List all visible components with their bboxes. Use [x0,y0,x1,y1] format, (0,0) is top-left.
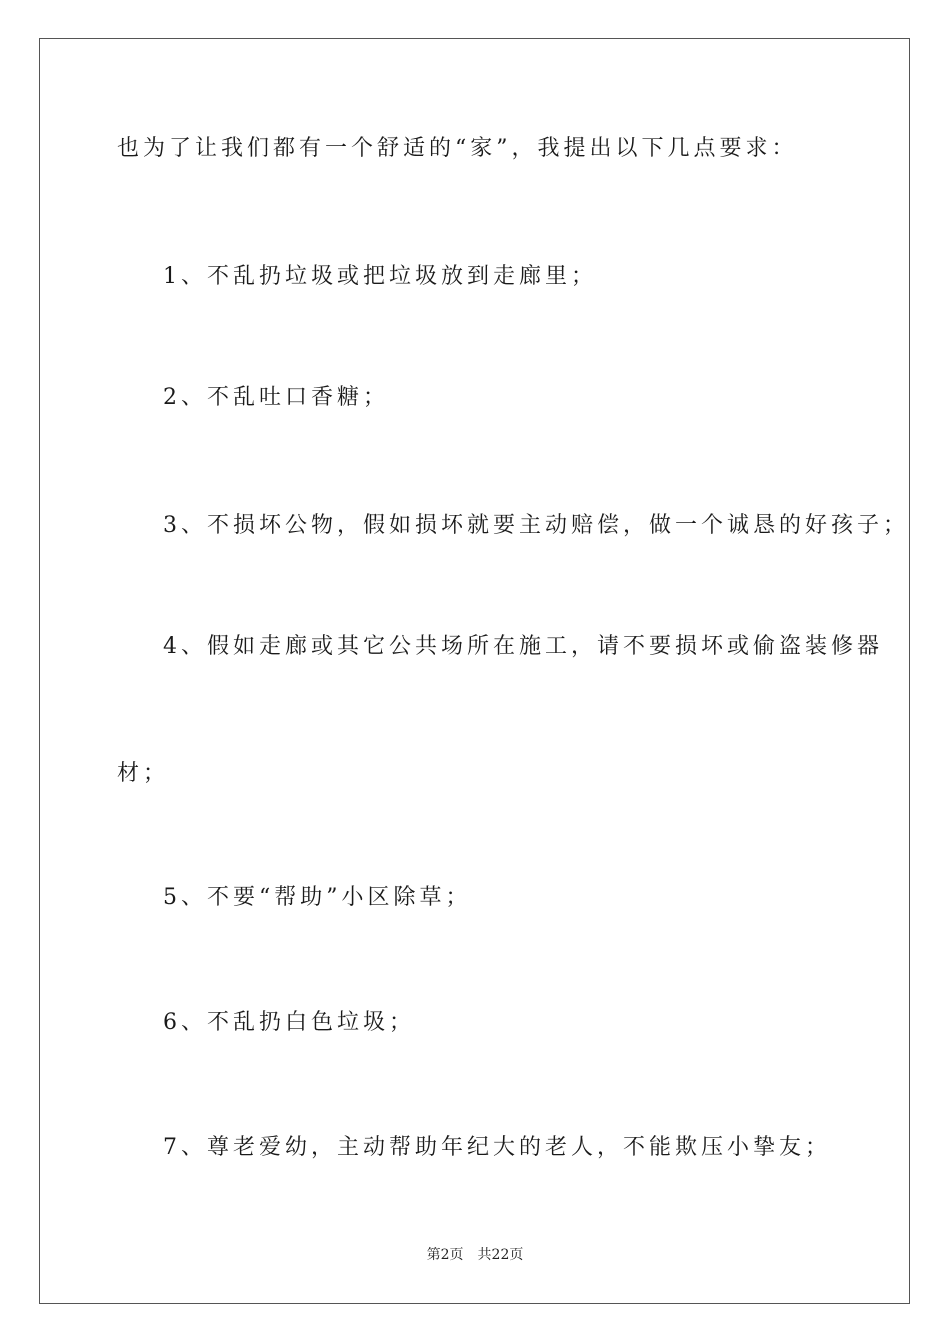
list-item-4-continuation: 材； [117,761,170,786]
list-item-6: 6、不乱扔白色垃圾； [163,1010,415,1035]
list-item-7: 7、尊老爱幼，主动帮助年纪大的老人，不能欺压小挚友； [163,1135,831,1160]
page-footer [0,1245,950,1265]
page-frame [39,38,910,1304]
page-total: 共22页 [477,1247,524,1263]
page-number: 第2页 [426,1247,464,1263]
list-item-2: 2、不乱吐口香糖； [163,385,389,410]
list-item-1: 1、不乱扔垃圾或把垃圾放到走廊里； [163,264,597,289]
list-item-5: 5、不要“帮助”小区除草； [163,885,472,910]
list-item-4: 4、假如走廊或其它公共场所在施工，请不要损坏或偷盗装修器 [163,634,883,659]
paragraph-intro: 也为了让我们都有一个舒适的“家”，我提出以下几点要求： [117,136,798,161]
list-item-3: 3、不损坏公物，假如损坏就要主动赔偿，做一个诚恳的好孩子； [163,513,909,538]
